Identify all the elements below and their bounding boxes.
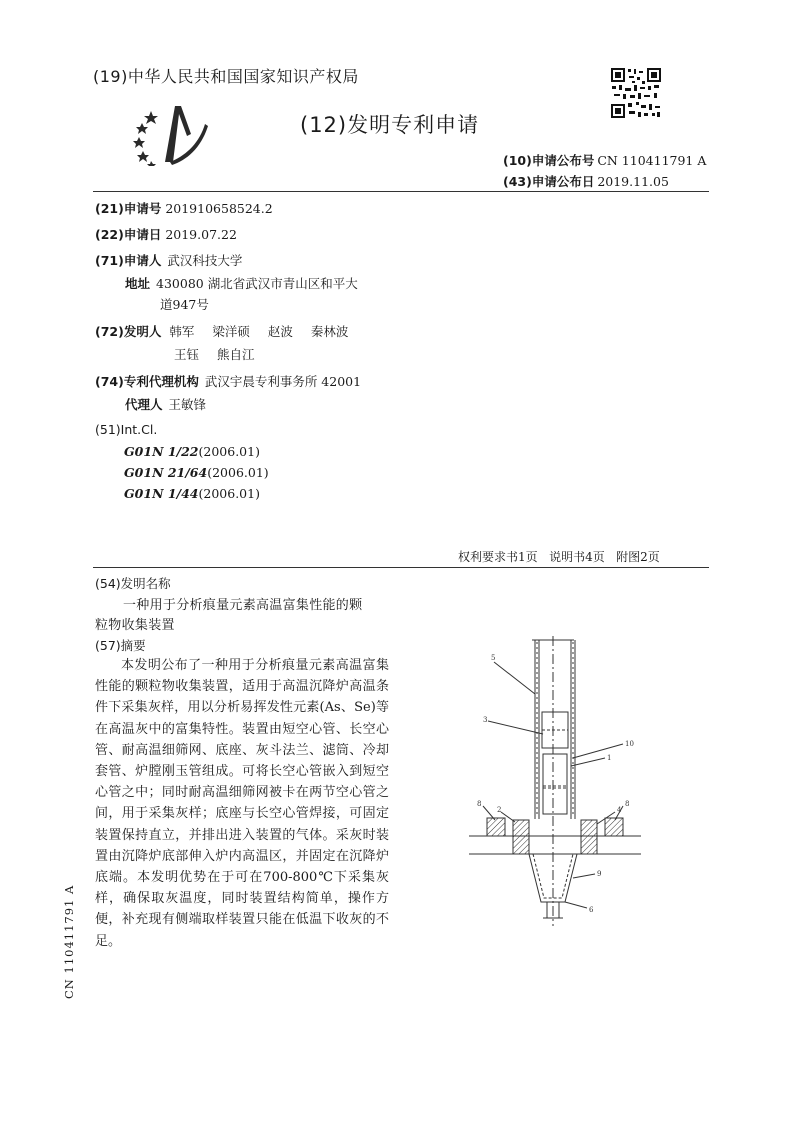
inventor-name: 王钰 <box>174 347 200 362</box>
ipc-entry <box>124 465 269 480</box>
cnipa-logo-icon <box>129 104 209 166</box>
filing-date-value: 2019.07.22 <box>165 227 237 242</box>
application-number <box>95 199 273 217</box>
publication-date <box>503 172 669 190</box>
publication-number-label: (10)申请公布号 <box>503 153 595 168</box>
inventor-name: 秦林波 <box>310 324 349 339</box>
pages-info: 权利要求书1页 说明书4页 附图2页 <box>458 550 660 564</box>
patent-agency-label: (74)专利代理机构 <box>95 374 199 389</box>
drawing-label: 9 <box>597 870 602 878</box>
ipc-code: G01N 21/64 <box>124 465 208 480</box>
applicant-value: 武汉科技大学 <box>167 253 243 268</box>
patent-agent-label: 代理人 <box>125 397 163 412</box>
authority-heading: (19)中华人民共和国国家知识产权局 <box>93 67 359 86</box>
ipc-version: (2006.01) <box>198 444 260 459</box>
ipc-version: (2006.01) <box>207 465 269 480</box>
section-divider <box>93 567 709 568</box>
abstract-label: (57)摘要 <box>95 638 146 653</box>
applicant-label: (71)申请人 <box>95 253 162 268</box>
invention-title-label: (54)发明名称 <box>95 576 171 591</box>
filing-date-label: (22)申请日 <box>95 227 162 242</box>
drawing-label: 4 <box>617 806 622 814</box>
address <box>125 274 358 292</box>
publication-date-value: 2019.11.05 <box>597 174 669 189</box>
patent-agent <box>125 395 206 413</box>
address-line-1: 430080 湖北省武汉市青山区和平大 <box>156 276 358 291</box>
address-label: 地址 <box>125 276 151 291</box>
inventor-name: 韩军 <box>169 324 195 339</box>
document-kind-heading: (12)发明专利申请 <box>300 113 480 137</box>
applicant <box>95 251 242 269</box>
drawing-label: 8 <box>477 800 482 808</box>
address-line-2: 道947号 <box>160 297 209 312</box>
drawing-label: 6 <box>589 906 594 914</box>
ipc-entry <box>124 486 260 501</box>
inventors-line-2 <box>174 345 255 363</box>
patent-agency-value: 武汉宇晨专利事务所 42001 <box>204 374 362 389</box>
drawing-label: 3 <box>483 716 488 724</box>
device-drawing <box>465 636 655 926</box>
publication-number-value: CN 110411791 A <box>597 153 707 168</box>
application-number-value: 201910658524.2 <box>165 201 273 216</box>
drawing-label: 5 <box>491 654 496 662</box>
invention-title-line-1: 一种用于分析痕量元素高温富集性能的颗 <box>123 598 363 613</box>
qr-code-icon <box>610 67 662 119</box>
drawing-label: 2 <box>497 806 502 814</box>
inventor-name: 熊自江 <box>217 347 255 362</box>
header-divider <box>93 191 709 192</box>
ipc-entry <box>124 444 260 459</box>
inventor-name: 赵波 <box>267 324 293 339</box>
inventor-name: 梁洋硕 <box>212 324 250 339</box>
filing-date <box>95 225 237 243</box>
invention-title-line-2: 粒物收集装置 <box>95 618 175 633</box>
drawing-label: 8 <box>625 800 630 808</box>
application-number-label: (21)申请号 <box>95 201 162 216</box>
publication-number <box>503 151 706 169</box>
drawing-label: 10 <box>625 740 634 748</box>
drawing-label: 1 <box>607 754 612 762</box>
abstract-text: 本发明公布了一种用于分析痕量元素高温富集性能的颗粒物收集装置，适用于高温沉降炉高温条件下采集灰样，用以分析易挥发性元素(As、Se)等在高温灰中的富集特性。装置由短空心管、长空心管、耐高温细筛网、底座、灰斗法兰、滤筒、冷却套管、炉膛刚玉管组成。可将长空心管嵌入到短空心管之中；同时耐高温细筛网被卡在两节空心管之间，用于采集灰样；底座与长空心管焊接，可固定装置保持直立，并排出进入装置的气体。采灰时装置由沉降炉底部伸入炉内高温区，并固定在沉降炉底端。本发明优势在于可在700-800℃下采集灰样，确保取灰温度，同时装置结构简单，操作方便，补充现有侧端取样装置只能在低温下收灰的不足。 <box>95 658 389 949</box>
side-publication-code: CN 110411791 A <box>62 884 76 999</box>
patent-agency <box>95 372 361 390</box>
publication-date-label: (43)申请公布日 <box>503 174 595 189</box>
inventors-label: (72)发明人 <box>95 324 162 339</box>
patent-agent-value: 王敏锋 <box>168 397 207 412</box>
inventors <box>95 322 348 340</box>
ipc-version: (2006.01) <box>198 486 260 501</box>
ipc-code: G01N 1/44 <box>124 486 199 501</box>
int-cl-label: (51)Int.Cl. <box>95 422 158 437</box>
ipc-code: G01N 1/22 <box>124 444 199 459</box>
